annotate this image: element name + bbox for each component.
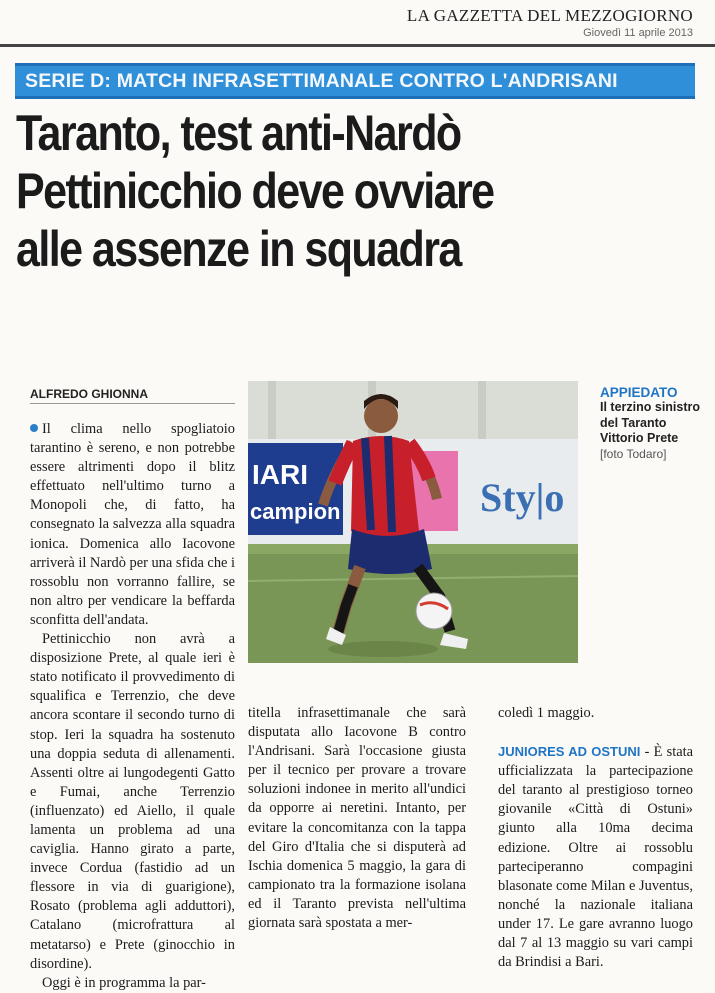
bullet-icon xyxy=(30,424,38,432)
headline-line-3: alle assenze in squadra xyxy=(16,221,461,277)
paragraph-2: Pettinicchio non avrà a disposizione Prete, al quale ieri è stato notificato il provvedimento di squalifica e Terrenzio, che deve ancora scontare il secondo turno di stop. Ieri la squadra ha sostenuto una doppia seduta di allenamenti. Assenti oltre ai lungodegenti Gatto e Fumai, anche Terrenzio (influenzato) ed Aiello, il quale lamenta un problema ad una caviglia. Hanno girato a parte, invece Cordua (fastidio ad un flessore in via di guarigione), Rosato (problema agli adduttori), Catalano (microfrattura al metatarso) e Prete (ginocchio in disordine). xyxy=(30,631,235,972)
spacer xyxy=(498,723,693,742)
article-photo xyxy=(248,381,578,663)
column-2 xyxy=(248,704,466,933)
caption-title: APPIEDATO xyxy=(600,385,678,400)
juniores-subhead: JUNIORES AD OSTUNI xyxy=(498,744,641,760)
paragraph-1: Il clima nello spogliatoio tarantino è sereno, e non potrebbe essere altrimenti dopo il blitz effettuato nell'ultimo turno a Monopoli che, di fatto, ha consegnato la salvezza alla squadra ionica. Domenica allo Iacovone arriverà il Nardò per una sfida che i rossoblu non vorranno fallire, se non altro per vendicare la beffarda sconfitta dell'andata. xyxy=(30,421,235,628)
headline-line-1: Taranto, test anti-Nardò xyxy=(16,105,461,161)
issue-date: Giovedì 11 aprile 2013 xyxy=(583,27,693,39)
paragraph-3-end: coledì 1 maggio. xyxy=(498,705,595,721)
paragraph-3-continued: titella infrasettimanale che sarà disputata allo Iacovone B contro l'Andrisani. Sarà l'occasione giusta per il tecnico per provare a trovare soluzioni indonee in merito all'undici da opporre ai neretini. Intanto, per evitare la concomitanza con la tappa del Giro d'Italia che si disputerà ad Ischia domenica 5 maggio, la gara di campionato tra la formazione isolana ed il Taranto prevista nell'ultima giornata sarà spostata a mer- xyxy=(248,705,466,932)
masthead xyxy=(407,6,693,39)
player-photo-illustration xyxy=(248,381,578,663)
masthead-rule xyxy=(0,44,715,47)
column-3 xyxy=(498,704,693,972)
kicker-text: SERIE D: MATCH INFRASETTIMANALE CONTRO L'ANDRISANI xyxy=(25,70,618,92)
section-kicker xyxy=(15,63,695,99)
newspaper-name: LA GAZZETTA DEL MEZZOGIORNO xyxy=(406,6,693,25)
paragraph-3-start: Oggi è in programma la par- xyxy=(42,974,206,991)
banner-text-1: IARI xyxy=(252,459,308,490)
photo-caption xyxy=(600,385,700,462)
caption-credit: [foto Todaro] xyxy=(600,446,667,461)
juniores-paragraph xyxy=(498,742,693,972)
headline-line-2: Pettinicchio deve ovviare xyxy=(16,163,494,219)
byline: ALFREDO GHIONNA xyxy=(30,387,235,404)
column-1 xyxy=(30,420,235,993)
headline xyxy=(16,104,706,278)
caption-body: Il terzino sinistro del Taranto Vittorio Prete xyxy=(600,400,701,445)
juniores-text: - È stata ufficializzata la partecipazione del taranto al prestigioso torneo giovanile «Città di Ostuni» giunto alla 10ma decima edizione. Oltre ai rossoblu parteciperanno compagini blasonate come Milan e Juventus, nonché la nazionale italiana under 17. Le gare avranno luogo dal 7 al 13 maggio su vari campi da Brindisi a Bari. xyxy=(498,744,693,971)
banner-text-2: campion xyxy=(250,499,341,524)
banner-text-3: Sty|o xyxy=(480,475,565,520)
